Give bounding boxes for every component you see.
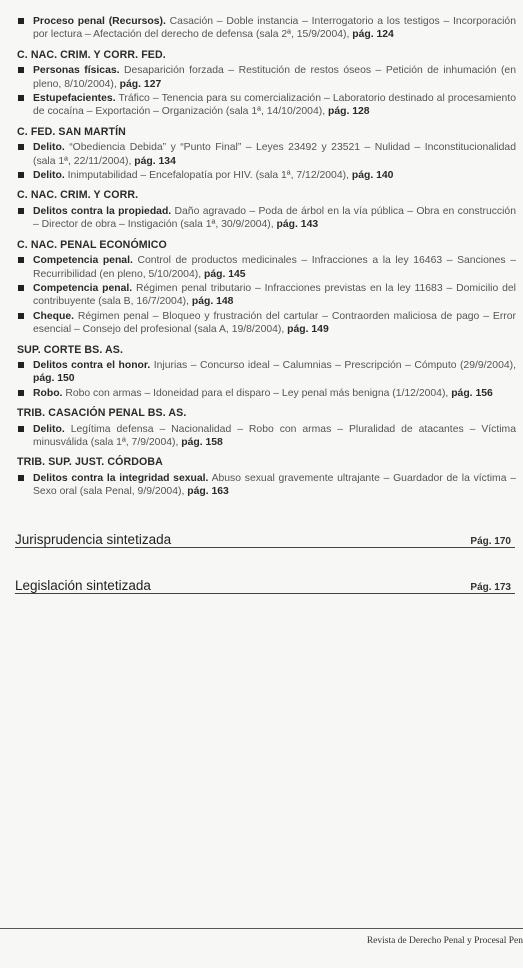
court-heading: C. NAC. PENAL ECONÓMICO <box>17 238 167 251</box>
court-heading: C. FED. SAN MARTÍN <box>17 125 126 138</box>
square-bullet-icon <box>18 362 24 368</box>
square-bullet-icon <box>18 95 24 101</box>
entry-description: Régimen penal tributario – Infracciones previstas en la ley 11683 – Domicilio del contribuyente (sala B, 16/7/2004), <box>33 282 516 308</box>
entry-page-ref: pág. 124 <box>352 29 394 41</box>
index-entry <box>17 205 516 232</box>
index-entry <box>17 310 516 337</box>
court-heading: TRIB. SUP. JUST. CÓRDOBA <box>17 456 163 469</box>
entry-heading: Robo. <box>33 387 63 399</box>
section-page: Pág. 173 <box>470 582 511 593</box>
entry-page-ref: pág. 158 <box>181 436 223 448</box>
court-group <box>17 239 516 337</box>
court-heading: C. NAC. CRIM. Y CORR. FED. <box>17 48 166 61</box>
entry-page-ref: pág. 145 <box>203 268 246 280</box>
entry-description: “Obediencia Debida” y “Punto Final” – Leyes 23492 y 23521 – Nulidad – Inconstitucionalidad (sala 1ª, 22/11/2004), <box>33 142 516 167</box>
entry-description: Régimen penal – Bloqueo y frustración del cartular – Contraorden maliciosa de pago – Error esencial – Consejo del profesional (sala A, 19/8/2004), <box>33 310 516 336</box>
section-page: Pág. 170 <box>470 536 511 547</box>
index-entry <box>17 169 516 182</box>
entry-page-ref: pág. 149 <box>287 324 329 336</box>
index-entry <box>17 92 516 119</box>
entry-description: Casación – Doble instancia – Interrogatorio a los testigos – Incorporación por lectura – Afectación del derecho de defensa (sala 2ª, 15/9/2004), <box>33 16 516 41</box>
index-entry <box>17 359 516 386</box>
index-entry <box>17 15 516 42</box>
square-bullet-icon <box>18 18 24 24</box>
index-entry <box>17 423 516 450</box>
entry-heading: Estupefacientes. <box>33 93 116 105</box>
entry-heading: Personas físicas. <box>33 65 120 77</box>
court-group <box>17 15 516 42</box>
court-group <box>17 344 516 401</box>
index-entry <box>17 254 516 281</box>
entry-description: Daño agravado – Poda de árbol en la vía pública – Obra en construcción – Director de obra – Instigación (sala 1ª, 30/9/2004), <box>33 205 516 231</box>
entry-page-ref: pág. 143 <box>276 219 319 231</box>
entry-heading: Delitos contra la integridad sexual. <box>33 472 209 484</box>
index-content <box>17 15 516 500</box>
index-entry <box>17 141 516 168</box>
entry-description: Tráfico – Tenencia para su comercialización – Laboratorio destinado al procesamiento de cocaína – Exportación – Organización (sala 1ª, 14/10/2004), <box>33 93 516 118</box>
section-title: Jurisprudencia sintetizada <box>15 532 172 547</box>
entry-page-ref: pág. 156 <box>451 387 493 399</box>
court-heading: C. NAC. CRIM. Y CORR. <box>17 189 139 202</box>
entry-heading: Proceso penal (Recursos). <box>33 16 166 27</box>
court-heading: TRIB. CASACIÓN PENAL BS. AS. <box>17 407 187 420</box>
square-bullet-icon <box>18 390 24 396</box>
entry-page-ref: pág. 150 <box>33 373 75 385</box>
entry-description: Injurias – Concurso ideal – Calumnias – Prescripción – Cómputo (29/9/2004), <box>150 359 516 371</box>
section-jurisprudencia <box>15 532 515 548</box>
entry-description: Abuso sexual gravemente ultrajante – Guardador de la víctima – Sexo oral (sala Penal, 9/9/2004), <box>33 472 516 498</box>
section-legislacion <box>15 578 515 594</box>
entry-page-ref: pág. 127 <box>119 78 162 90</box>
entry-heading: Competencia penal. <box>33 282 133 294</box>
section-title: Legislación sintetizada <box>15 578 151 593</box>
court-group <box>17 456 516 498</box>
square-bullet-icon <box>18 285 24 291</box>
court-group <box>17 126 516 183</box>
square-bullet-icon <box>18 426 24 432</box>
index-entry <box>17 387 516 400</box>
court-group <box>17 189 516 231</box>
entry-page-ref: pág. 128 <box>327 106 370 118</box>
entry-page-ref: pág. 148 <box>191 296 234 308</box>
square-bullet-icon <box>18 172 24 178</box>
entry-description: Inimputabilidad – Encefalopatía por HIV. (sala 1ª, 7/12/2004), <box>64 170 352 182</box>
entry-heading: Delitos contra el honor. <box>33 359 151 371</box>
entry-page-ref: pág. 134 <box>134 155 176 167</box>
entry-description: Control de productos medicinales – Infracciones a la ley 16463 – Sanciones – Recurribilidad (en pleno, 5/10/2004), <box>33 255 516 280</box>
entry-page-ref: pág. 163 <box>187 486 229 498</box>
entry-heading: Delito. <box>33 170 65 182</box>
footer-divider <box>0 928 523 929</box>
entry-heading: Competencia penal. <box>33 255 133 267</box>
square-bullet-icon <box>18 257 24 263</box>
index-entry <box>17 472 516 499</box>
entry-description: Desaparición forzada – Restitución de restos óseos – Petición de inhumación (en pleno, 8/10/2004), <box>33 65 516 90</box>
square-bullet-icon <box>18 67 24 73</box>
square-bullet-icon <box>18 208 24 214</box>
entry-description: Legítima defensa – Nacionalidad – Robo con armas – Pluralidad de atacantes – Víctima minusválida (sala 1ª, 7/9/2004), <box>33 423 516 448</box>
entry-heading: Delito. <box>33 142 65 154</box>
footer-journal-title: Revista de Derecho Penal y Procesal Pen <box>366 936 523 946</box>
court-groups <box>17 15 516 499</box>
square-bullet-icon <box>18 144 24 150</box>
entry-heading: Delitos contra la propiedad. <box>33 205 172 217</box>
entry-heading: Delito. <box>33 423 65 435</box>
index-entry <box>17 282 516 309</box>
entry-heading: Cheque. <box>33 310 74 322</box>
court-group <box>17 49 516 119</box>
court-heading: SUP. CORTE BS. AS. <box>17 343 123 356</box>
entry-page-ref: pág. 140 <box>351 170 394 182</box>
entry-description: Robo con armas – Idoneidad para el disparo – Ley penal más benigna (1/12/2004), <box>62 387 452 399</box>
index-entry <box>17 64 516 91</box>
square-bullet-icon <box>18 313 24 319</box>
court-group <box>17 407 516 449</box>
square-bullet-icon <box>18 475 24 481</box>
